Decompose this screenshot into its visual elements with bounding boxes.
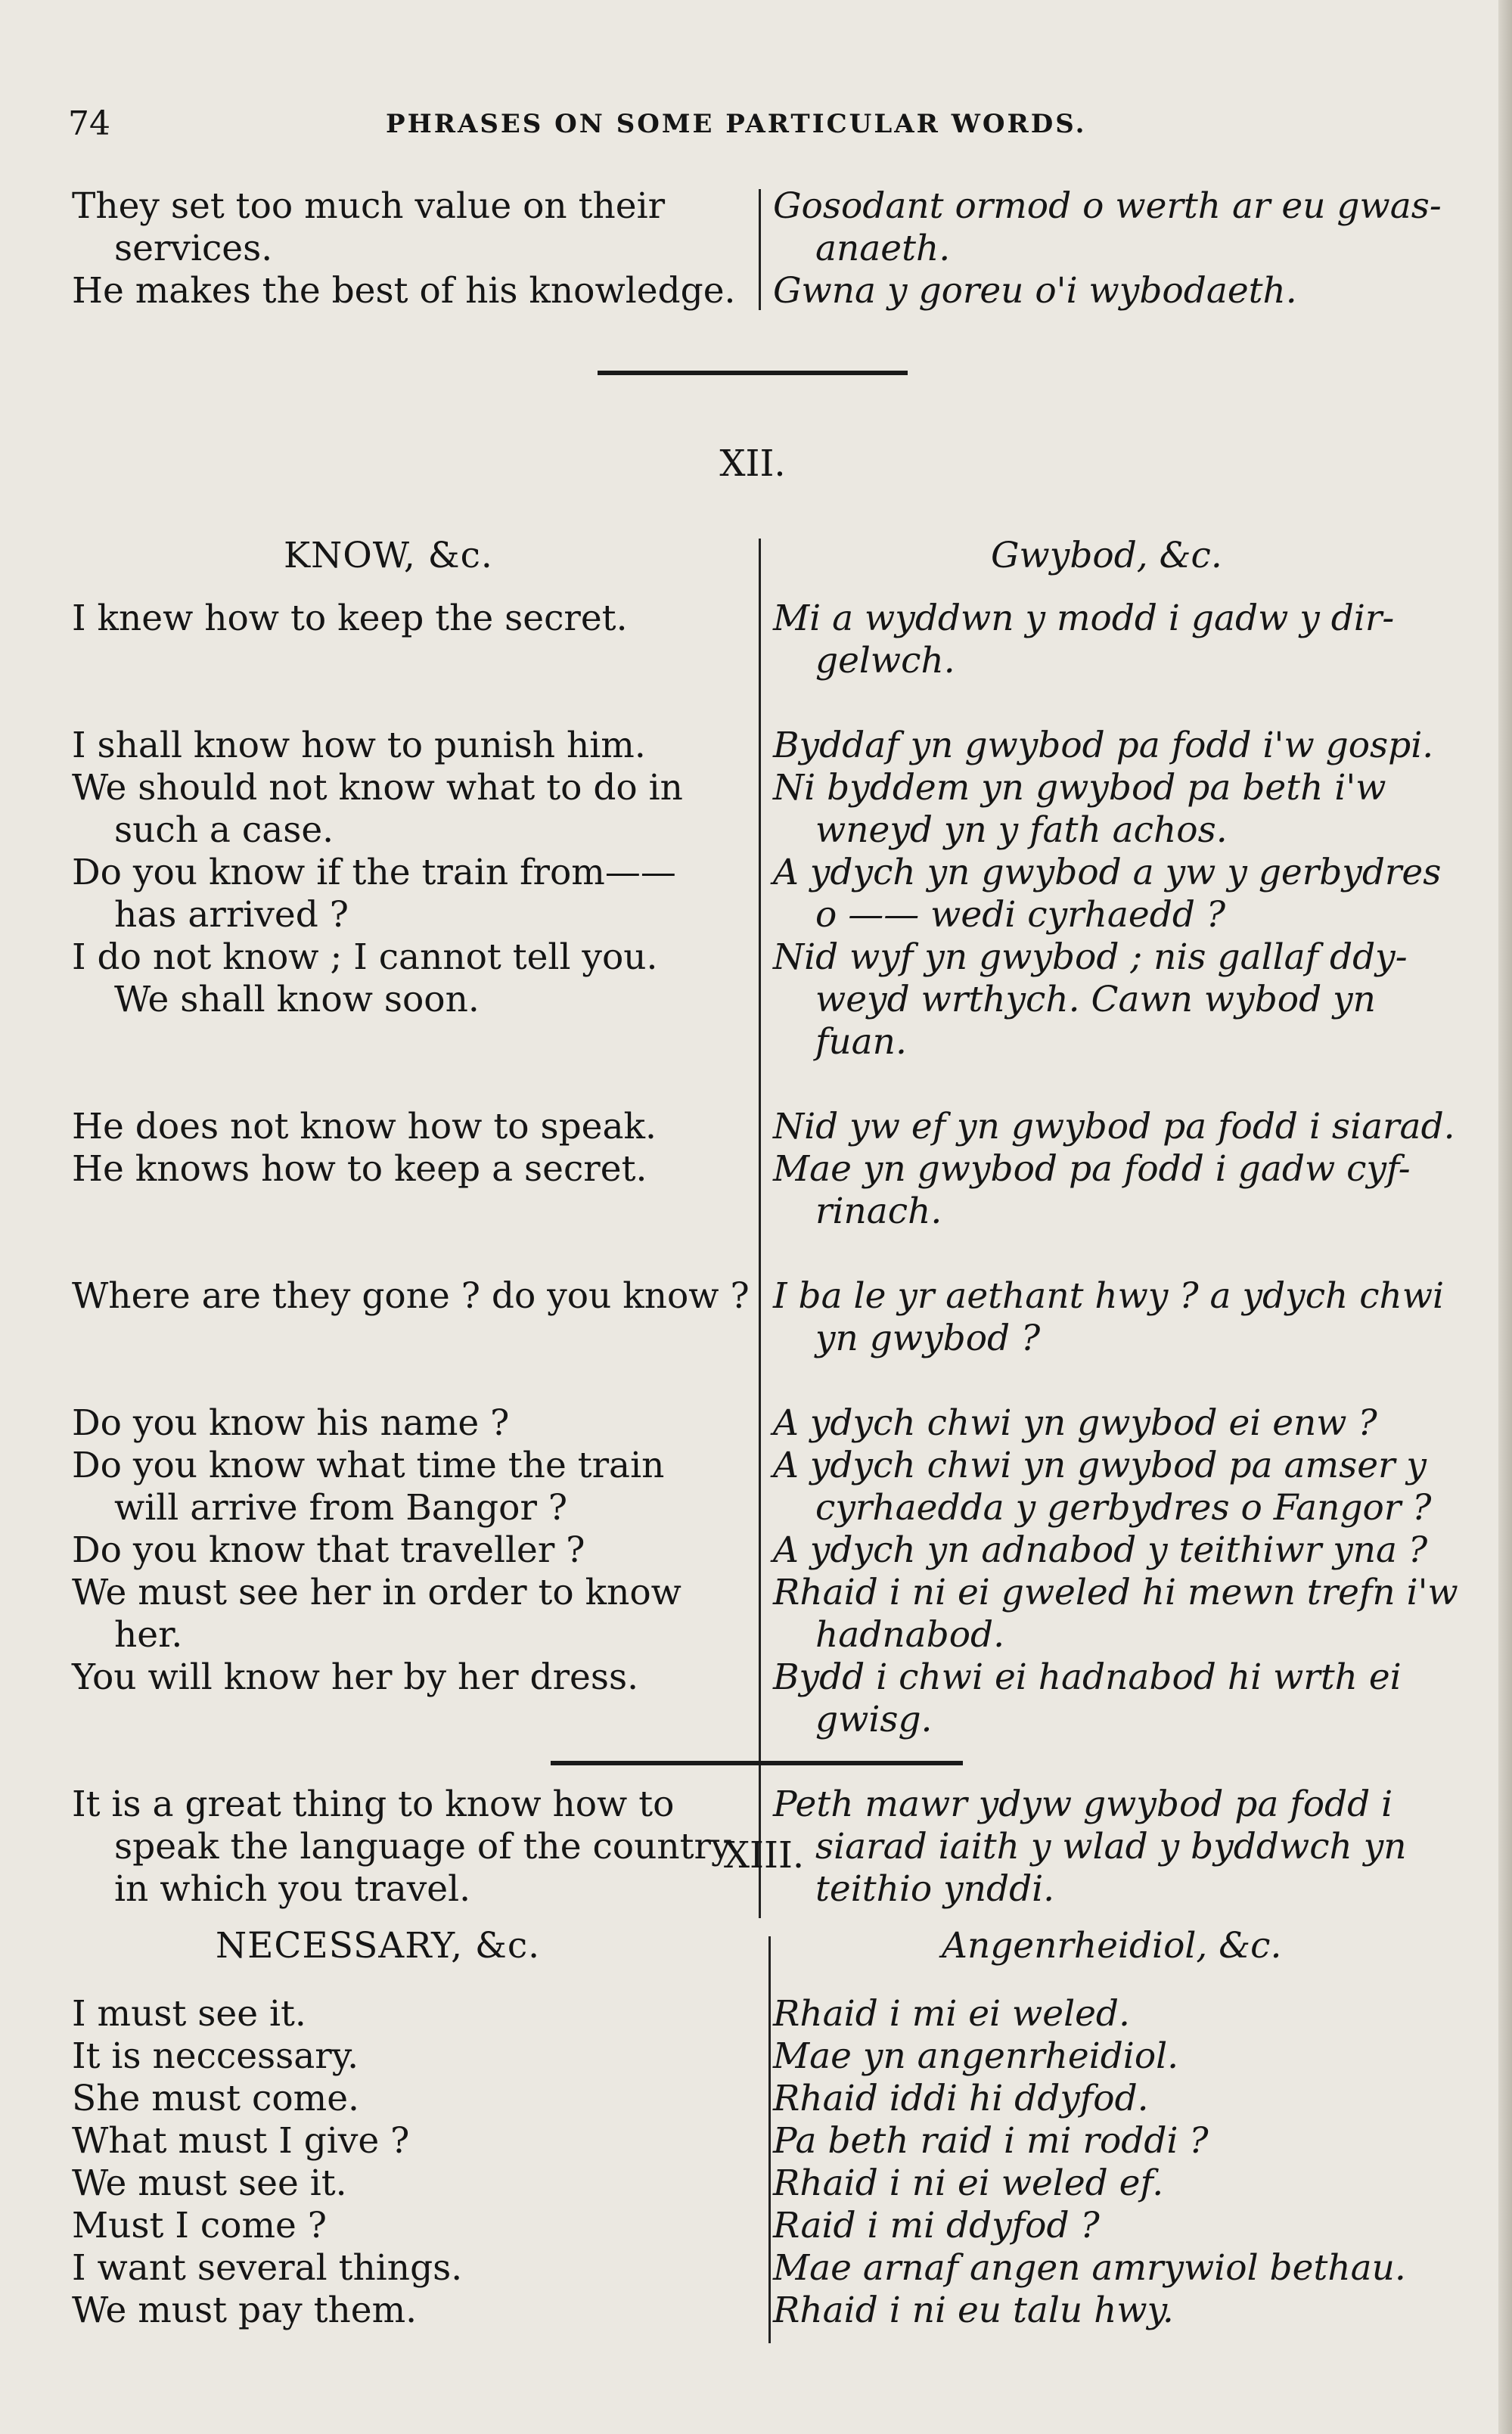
welsh-phrase (773, 1445, 1454, 1529)
english-phrase (72, 270, 745, 312)
column-divider (759, 539, 761, 1918)
welsh-phrase (773, 1656, 1454, 1741)
english-phrase (72, 1529, 745, 1572)
english-phrase (72, 1656, 745, 1699)
english-phrase-line: We shall know soon. (114, 979, 480, 1020)
english-phrase (72, 936, 745, 1021)
english-phrase-line: Must I come ? (72, 2205, 327, 2246)
english-phrase-line: I knew how to keep the secret. (72, 598, 628, 639)
welsh-phrase-line: wneyd yn y fath achos. (815, 809, 1228, 851)
english-phrase (72, 1148, 745, 1191)
english-phrase-line: We must see it. (72, 2162, 347, 2204)
english-phrase-line: Do you know his name ? (72, 1402, 510, 1444)
english-phrase-line: has arrived ? (114, 894, 349, 936)
welsh-phrase-line: Mae yn gwybod pa fodd i gadw cyf- (773, 1148, 1411, 1190)
page-number: 74 (68, 104, 110, 143)
english-phrase-line: It is neccessary. (72, 2035, 359, 2077)
welsh-phrase-line: hadnabod. (815, 1614, 1005, 1656)
english-phrase-line: Do you know what time the train (72, 1445, 665, 1486)
welsh-phrase-line: A ydych yn adnabod y teithiwr yna ? (773, 1529, 1428, 1571)
welsh-phrase-line: I ba le yr aethant hwy ? a ydych chwi (773, 1275, 1445, 1317)
welsh-phrase-line: Nid yw ef yn gwybod pa fodd i siarad. (773, 1106, 1455, 1147)
english-phrase-line: We must pay them. (72, 2290, 418, 2331)
english-phrase-line: What must I give ? (72, 2120, 410, 2162)
english-phrase-line: It is a great thing to know how to (72, 1784, 675, 1825)
english-phrase-line: She must come. (72, 2078, 359, 2119)
welsh-phrase (773, 2162, 1454, 2205)
welsh-phrase-line: Ni byddem yn gwybod pa beth i'w (773, 767, 1386, 809)
welsh-phrase (773, 185, 1454, 270)
welsh-phrase-line: A ydych chwi yn gwybod ei enw ? (773, 1402, 1377, 1444)
english-phrase-line: I do not know ; I cannot tell you. (72, 936, 658, 978)
english-phrase (72, 2078, 745, 2120)
welsh-phrase-line: Rhaid i ni ei gweled hi mewn trefn i'w (773, 1572, 1458, 1613)
welsh-phrase-line: gwisg. (815, 1699, 933, 1740)
welsh-phrase-line: rinach. (815, 1191, 942, 1232)
welsh-phrase-line: Mae arnaf angen amrywiol bethau. (773, 2247, 1406, 2289)
english-phrase-line: They set too much value on their (72, 185, 666, 227)
english-phrase-line: Do you know if the train from—— (72, 852, 676, 893)
welsh-phrase (773, 1402, 1454, 1445)
welsh-phrase (773, 1993, 1454, 2035)
welsh-phrase-line: Gosodant ormod o werth ar eu gwas- (773, 185, 1442, 227)
welsh-phrase (773, 270, 1454, 312)
welsh-phrase (773, 598, 1454, 682)
english-phrase (72, 598, 745, 640)
welsh-phrase-line: weyd wrthych. Cawn wybod yn (815, 979, 1376, 1020)
english-phrase (72, 1572, 745, 1656)
english-phrase (72, 767, 745, 852)
welsh-phrase-line: Rhaid i ni eu talu hwy. (773, 2290, 1174, 2331)
english-phrase-line: We should not know what to do in (72, 767, 683, 809)
welsh-phrase-line: Bydd i chwi ei hadnabod hi wrth ei (773, 1656, 1402, 1698)
running-title: PHRASES ON SOME PARTICULAR WORDS. (386, 109, 1087, 139)
running-head (68, 104, 1445, 150)
welsh-phrase-line: Nid wyf yn gwybod ; nis gallaf ddy- (773, 936, 1408, 978)
english-phrase (72, 2162, 745, 2205)
welsh-phrase-line: fuan. (815, 1021, 907, 1063)
welsh-phrase (773, 2247, 1454, 2290)
english-phrase (72, 1402, 745, 1445)
english-phrase-line: services. (114, 228, 273, 269)
welsh-phrase-line: yn gwybod ? (815, 1318, 1041, 1359)
welsh-phrase-line: o —— wedi cyrhaedd ? (815, 894, 1226, 936)
english-phrase-line: Do you know that traveller ? (72, 1529, 585, 1571)
section-heading-welsh: Gwybod, &c. (991, 535, 1222, 576)
page-edge-shadow (1498, 0, 1512, 2434)
welsh-phrase-line: Rhaid i ni ei weled ef. (773, 2162, 1164, 2204)
english-phrase (72, 2205, 745, 2247)
english-phrase (72, 2035, 745, 2078)
english-phrase-line: He does not know how to speak. (72, 1106, 657, 1147)
english-phrase-line: speak the language of the country (114, 1826, 731, 1867)
welsh-phrase (773, 2290, 1454, 2332)
english-phrase (72, 1445, 745, 1529)
english-phrase (72, 1993, 745, 2035)
welsh-phrase (773, 2035, 1454, 2078)
welsh-phrase-line: Pa beth raid i mi roddi ? (773, 2120, 1209, 2162)
section-rule (598, 371, 908, 375)
welsh-phrase-line: Mae yn angenrheidiol. (773, 2035, 1179, 2077)
welsh-phrase (773, 2205, 1454, 2247)
column-divider (768, 1936, 771, 2343)
english-phrase (72, 2290, 745, 2332)
english-phrase-line: will arrive from Bangor ? (114, 1487, 568, 1529)
welsh-phrase-line: Rhaid iddi hi ddyfod. (773, 2078, 1149, 2119)
section-heading-english: NECESSARY, &c. (216, 1925, 541, 1967)
english-phrase-line: her. (114, 1614, 183, 1656)
section-heading-english: KNOW, &c. (284, 535, 493, 576)
welsh-phrase-line: siarad iaith y wlad y byddwch yn (815, 1826, 1407, 1867)
english-phrase-line: You will know her by her dress. (72, 1656, 639, 1698)
welsh-phrase (773, 2120, 1454, 2162)
welsh-phrase-line: Raid i mi ddyfod ? (773, 2205, 1100, 2246)
english-phrase-line: I want several things. (72, 2247, 463, 2289)
welsh-phrase-line: anaeth. (815, 228, 951, 269)
english-phrase-line: He makes the best of his knowledge. (72, 270, 736, 312)
welsh-phrase-line: Rhaid i mi ei weled. (773, 1993, 1130, 2035)
welsh-phrase (773, 767, 1454, 852)
welsh-phrase-line: cyrhaedda y gerbydres o Fangor ? (815, 1487, 1432, 1529)
welsh-phrase (773, 852, 1454, 936)
english-phrase (72, 1784, 745, 1911)
english-phrase (72, 2120, 745, 2162)
english-phrase (72, 725, 745, 767)
welsh-phrase-line: teithio ynddi. (815, 1868, 1055, 1910)
welsh-phrase (773, 725, 1454, 767)
welsh-phrase (773, 1148, 1454, 1233)
section-number: XII. (719, 442, 786, 485)
welsh-phrase-line: A ydych yn gwybod a yw y gerbydres (773, 852, 1442, 893)
column-divider (759, 189, 761, 310)
english-phrase-line: Where are they gone ? do you know ? (72, 1275, 750, 1317)
welsh-phrase-line: Peth mawr ydyw gwybod pa fodd i (773, 1784, 1393, 1825)
english-phrase (72, 852, 745, 936)
welsh-phrase (773, 1572, 1458, 1656)
english-phrase (72, 2247, 745, 2290)
welsh-phrase (773, 1106, 1454, 1148)
english-phrase-line: I must see it. (72, 1993, 306, 2035)
english-phrase (72, 1275, 750, 1318)
welsh-phrase (773, 936, 1454, 1063)
welsh-phrase-line: A ydych chwi yn gwybod pa amser y (773, 1445, 1427, 1486)
english-phrase (72, 1106, 745, 1148)
welsh-phrase-line: Byddaf yn gwybod pa fodd i'w gospi. (773, 725, 1434, 766)
english-phrase-line: I shall know how to punish him. (72, 725, 646, 766)
english-phrase-line: in which you travel. (114, 1868, 471, 1910)
english-phrase-line: such a case. (114, 809, 334, 851)
section-rule (551, 1761, 963, 1765)
section-number: XIII. (723, 1834, 805, 1877)
welsh-phrase-line: gelwch. (815, 640, 955, 681)
english-phrase-line: He knows how to keep a secret. (72, 1148, 647, 1190)
english-phrase-line: We must see her in order to know (72, 1572, 681, 1613)
welsh-phrase (773, 2078, 1454, 2120)
welsh-phrase (773, 1275, 1454, 1360)
welsh-phrase (773, 1529, 1454, 1572)
english-phrase (72, 185, 745, 270)
section-heading-welsh: Angenrheidiol, &c. (942, 1925, 1282, 1967)
welsh-phrase-line: Gwna y goreu o'i wybodaeth. (773, 270, 1297, 312)
welsh-phrase-line: Mi a wyddwn y modd i gadw y dir- (773, 598, 1395, 639)
